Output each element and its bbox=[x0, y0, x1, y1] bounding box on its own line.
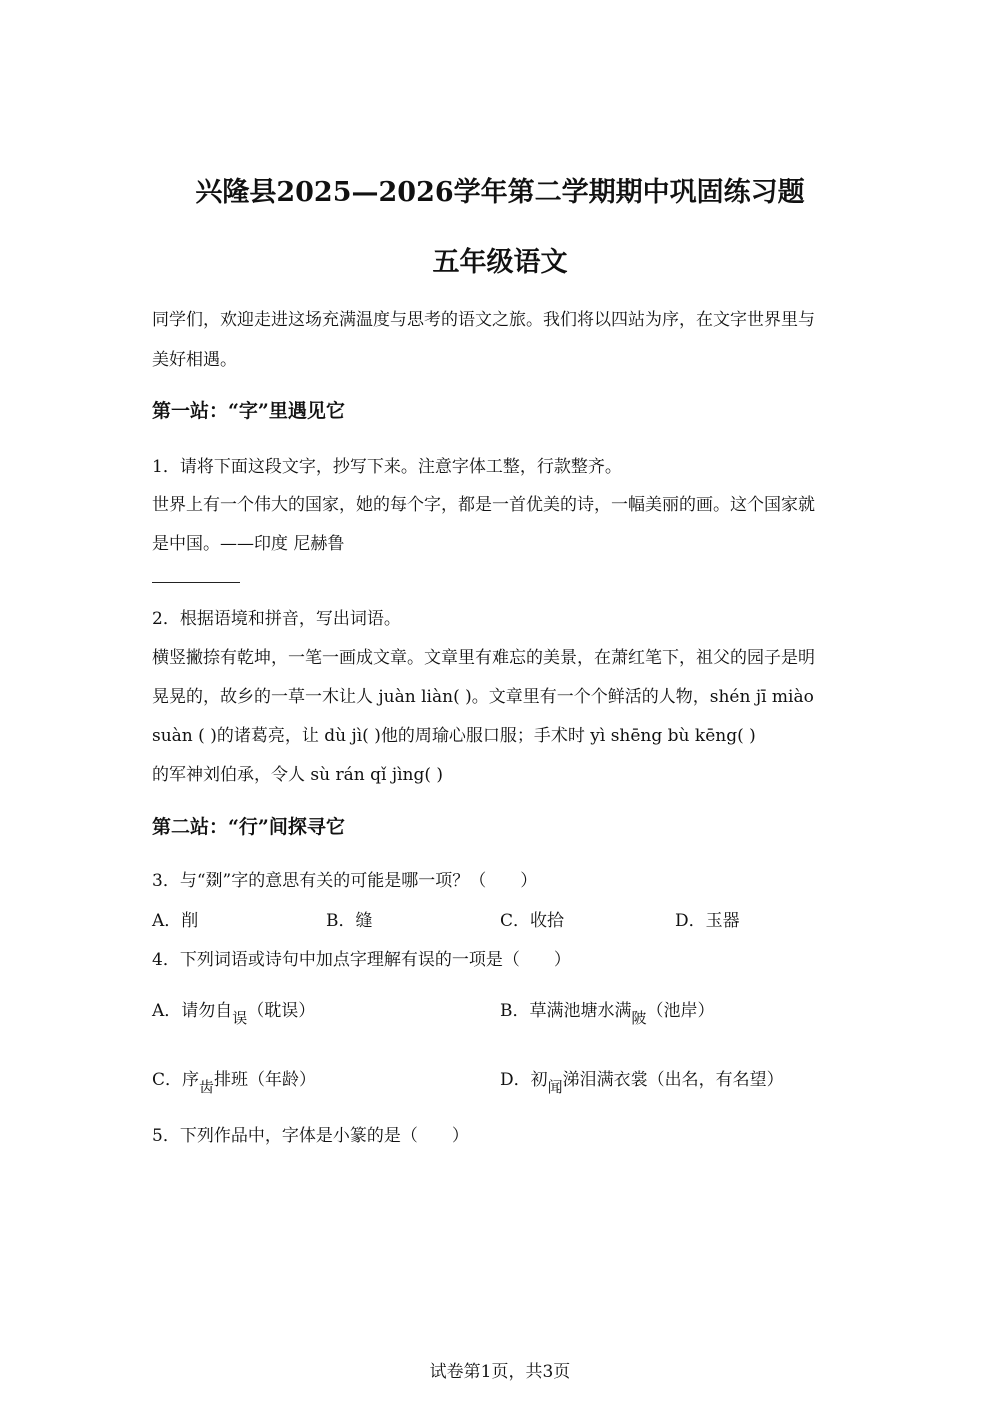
q3-option-d[interactable]: D．玉器 bbox=[675, 911, 740, 931]
q2-line-1: 横竖撇捺有乾坤，一笔一画成文章。文章里有难忘的美景，在萧红笔下，祖父的园子是明 bbox=[152, 648, 815, 668]
page-footer: 试卷第1页，共3页 bbox=[429, 1362, 571, 1382]
q4-c-pre: C．序 bbox=[152, 1070, 200, 1090]
q4-c-dotted-char: 齿 bbox=[199, 1078, 215, 1096]
q2-line-3: suàn ( )的诸葛亮，让 dù jì( )他的周瑜心服口服；手术时 yì shēng bù kēng( ) bbox=[152, 726, 756, 746]
q4-d-dotted-char: 闻 bbox=[547, 1078, 563, 1096]
q4-option-d[interactable] bbox=[500, 1065, 784, 1096]
section2-heading: 第二站：“行”间探寻它 bbox=[152, 816, 345, 838]
q4-d-post: 涕泪满衣裳（出名，有名望） bbox=[562, 1070, 784, 1090]
section1-heading: 第一站：“字”里遇见它 bbox=[152, 400, 345, 422]
q4-b-post: （池岸） bbox=[646, 1001, 715, 1021]
intro-line-1: 同学们，欢迎走进这场充满温度与思考的语文之旅。我们将以四站为序，在文字世界里与 bbox=[152, 310, 815, 330]
q4-option-b[interactable] bbox=[500, 996, 715, 1027]
q3-prompt: 3．与“剟”字的意思有关的可能是哪一项？（ ） bbox=[152, 871, 538, 891]
q4-b-dotted-char: 陂 bbox=[631, 1009, 647, 1027]
q4-a-pre: A．请勿自 bbox=[152, 1001, 233, 1021]
q2-prompt: 2．根据语境和拼音，写出词语。 bbox=[152, 609, 401, 629]
q1-text-line-2: 是中国。——印度 尼赫鲁 bbox=[152, 534, 345, 554]
q4-b-pre: B．草满池塘水满 bbox=[500, 1001, 632, 1021]
q1-answer-blank[interactable] bbox=[152, 582, 240, 583]
q5-prompt: 5．下列作品中，字体是小篆的是（ ） bbox=[152, 1126, 469, 1146]
q4-a-post: （耽误） bbox=[247, 1001, 316, 1021]
q4-option-a[interactable] bbox=[152, 996, 316, 1027]
q4-a-dotted-char: 误 bbox=[232, 1009, 248, 1027]
q4-c-post: 排班（年龄） bbox=[214, 1070, 317, 1090]
page-subtitle: 五年级语文 bbox=[432, 247, 568, 278]
q3-option-c[interactable]: C．收拾 bbox=[500, 911, 565, 931]
q1-prompt: 1．请将下面这段文字，抄写下来。注意字体工整，行款整齐。 bbox=[152, 457, 622, 477]
q1-text-line-1: 世界上有一个伟大的国家，她的每个字，都是一首优美的诗，一幅美丽的画。这个国家就 bbox=[152, 495, 815, 515]
q4-prompt: 4．下列词语或诗句中加点字理解有误的一项是（ ） bbox=[152, 950, 571, 970]
q4-d-pre: D．初 bbox=[500, 1070, 548, 1090]
q4-option-c[interactable] bbox=[152, 1065, 317, 1096]
q3-option-b[interactable]: B．缝 bbox=[326, 911, 373, 931]
q2-line-2: 晃晃的，故乡的一草一木让人 juàn liàn( )。文章里有一个个鲜活的人物，shén jī miào bbox=[152, 687, 814, 707]
intro-line-2: 美好相遇。 bbox=[152, 350, 237, 370]
q3-option-a[interactable]: A．削 bbox=[152, 911, 199, 931]
q2-line-4: 的军神刘伯承，令人 sù rán qǐ jìng( ) bbox=[152, 765, 444, 785]
page-title: 兴隆县2025—2026学年第二学期期中巩固练习题 bbox=[195, 177, 805, 208]
